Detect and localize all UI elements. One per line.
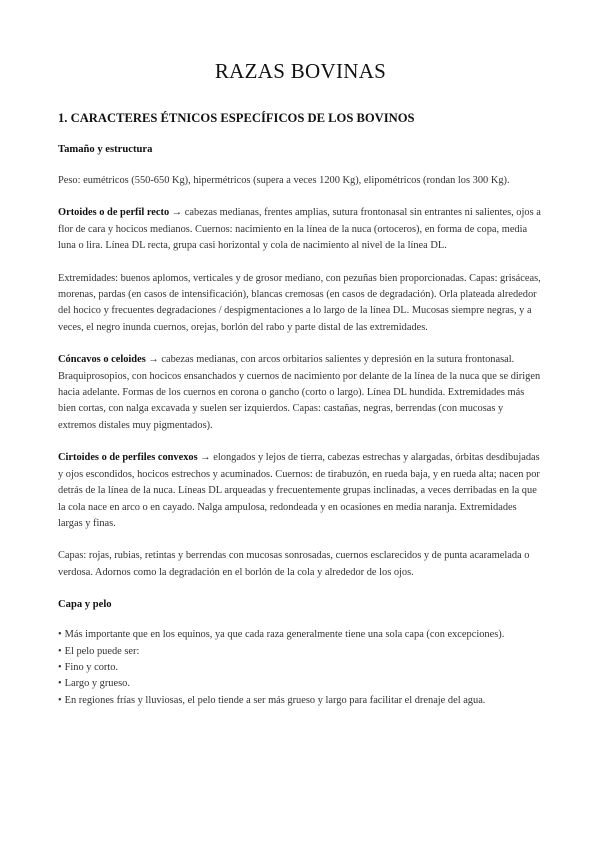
paragraph-cirtoides: [58, 450, 543, 532]
subheading-capa-pelo: Capa y pelo: [58, 599, 112, 611]
list-item: [58, 627, 543, 643]
list-item-text: Fino y corto.: [64, 661, 119, 673]
arrow-ortoides: →: [169, 207, 185, 219]
bullet-icon: •: [58, 661, 62, 673]
list-item: [58, 693, 543, 709]
paragraph-capas: Capas: rojas, rubias, retintas y berrendas con mucosas sonrosadas, cuernos esclarecidos y de punta acaramelada o verdosa. Adornos como la degradación en el borlón de la cola y alrededor de los ojos.: [58, 550, 530, 578]
bullet-icon: •: [58, 678, 62, 690]
list-item: [58, 644, 543, 660]
section-heading: 1. CARACTERES ÉTNICOS ESPECÍFICOS DE LOS BOVINOS: [58, 111, 415, 125]
bullet-icon: •: [58, 645, 62, 657]
bullet-icon: •: [58, 629, 62, 641]
list-item-text: El pelo puede ser:: [64, 645, 140, 657]
list-item: [58, 660, 543, 676]
text-concavos: cabezas medianas, con arcos orbitarios salientes y depresión en la sutura frontonasal. Braquiprosopios, con hocicos ensanchados y cuernos de nacimiento por delante de la línea de la nuca que se dirigen hacia adelante. Formas de los cuernos en corona o gancho (corto o largo). Línea DL hundida. Extremidades más bien cortas, con nalga excavada y suelen ser izquierdos. Capas: castañas, negras, berrendas (con mucosas y extremos distales muy pigmentados).: [58, 354, 541, 431]
paragraph-concavos: [58, 352, 543, 434]
paragraph-ortoides: [58, 205, 543, 254]
paragraph-extremidades: Extremidades: buenos aplomos, verticales y de grosor mediano, con pezuñas bien proporcionadas. Capas: grisáceas, morenas, pardas (en casos de intensificación), blancas cremosas (en casos de degradación). Orla plateada alrededor del hocico y frecuentes degradaciones / despigmentaciones a lo largo de la línea DL. Mucosas siempre negras, y a veces, el negro inunda cuernos, orejas, borlón del rabo y parte distal de las extremidades.: [58, 272, 541, 333]
arrow-concavos: →: [145, 354, 162, 366]
text-ortoides: cabezas medianas, frentes amplias, sutura frontonasal sin entrantes ni salientes, ojos a flor de cara y hocicos medianos. Cuernos: nacimiento en la línea de la nuca (ortoceros), en forma de copa, media luna o lira. Línea DL recta, grupa casi horizontal y cola de nacimiento al nivel de la línea DL.: [58, 207, 541, 252]
text-cirtoides: elongados y lejos de tierra, cabezas estrechas y alargadas, órbitas desdibujadas y ojos escondidos, hocicos estrechos y acuminados. Cuernos: de tirabuzón, en rueda baja, y en rueda alta; nacen por detrás de la línea de la nuca. Líneas DL arqueadas y frecuentemente grupas inclinadas, a veces derribadas en la que la cola nace en arco o en cayado. Nalga ampulosa, redondeada y en ocasiones en media naranja. Extremidades largas y finas.: [58, 452, 540, 529]
bullet-list: [58, 627, 543, 709]
lead-concavos: Cóncavos o celoides: [58, 354, 146, 366]
subheading-size: Tamaño y estructura: [58, 144, 153, 155]
list-item: [58, 676, 543, 692]
arrow-cirtoides: →: [197, 452, 214, 464]
list-item-text: Largo y grueso.: [64, 678, 130, 690]
lead-ortoides: Ortoides o de perfil recto: [58, 207, 170, 219]
bullet-icon: •: [58, 694, 62, 706]
paragraph-weight: Peso: eumétricos (550-650 Kg), hipermétricos (supera a veces 1200 Kg), elipométricos (rondan los 300 Kg).: [58, 175, 510, 186]
list-item-text: Más importante que en los equinos, ya que cada raza generalmente tiene una sola capa (con excepciones).: [64, 629, 505, 641]
list-item-text: En regiones frías y lluviosas, el pelo tiende a ser más grueso y largo para facilitar el drenaje del agua.: [64, 694, 486, 706]
lead-cirtoides: Cirtoides o de perfiles convexos: [58, 452, 198, 464]
document-title: RAZAS BOVINAS: [214, 59, 387, 83]
